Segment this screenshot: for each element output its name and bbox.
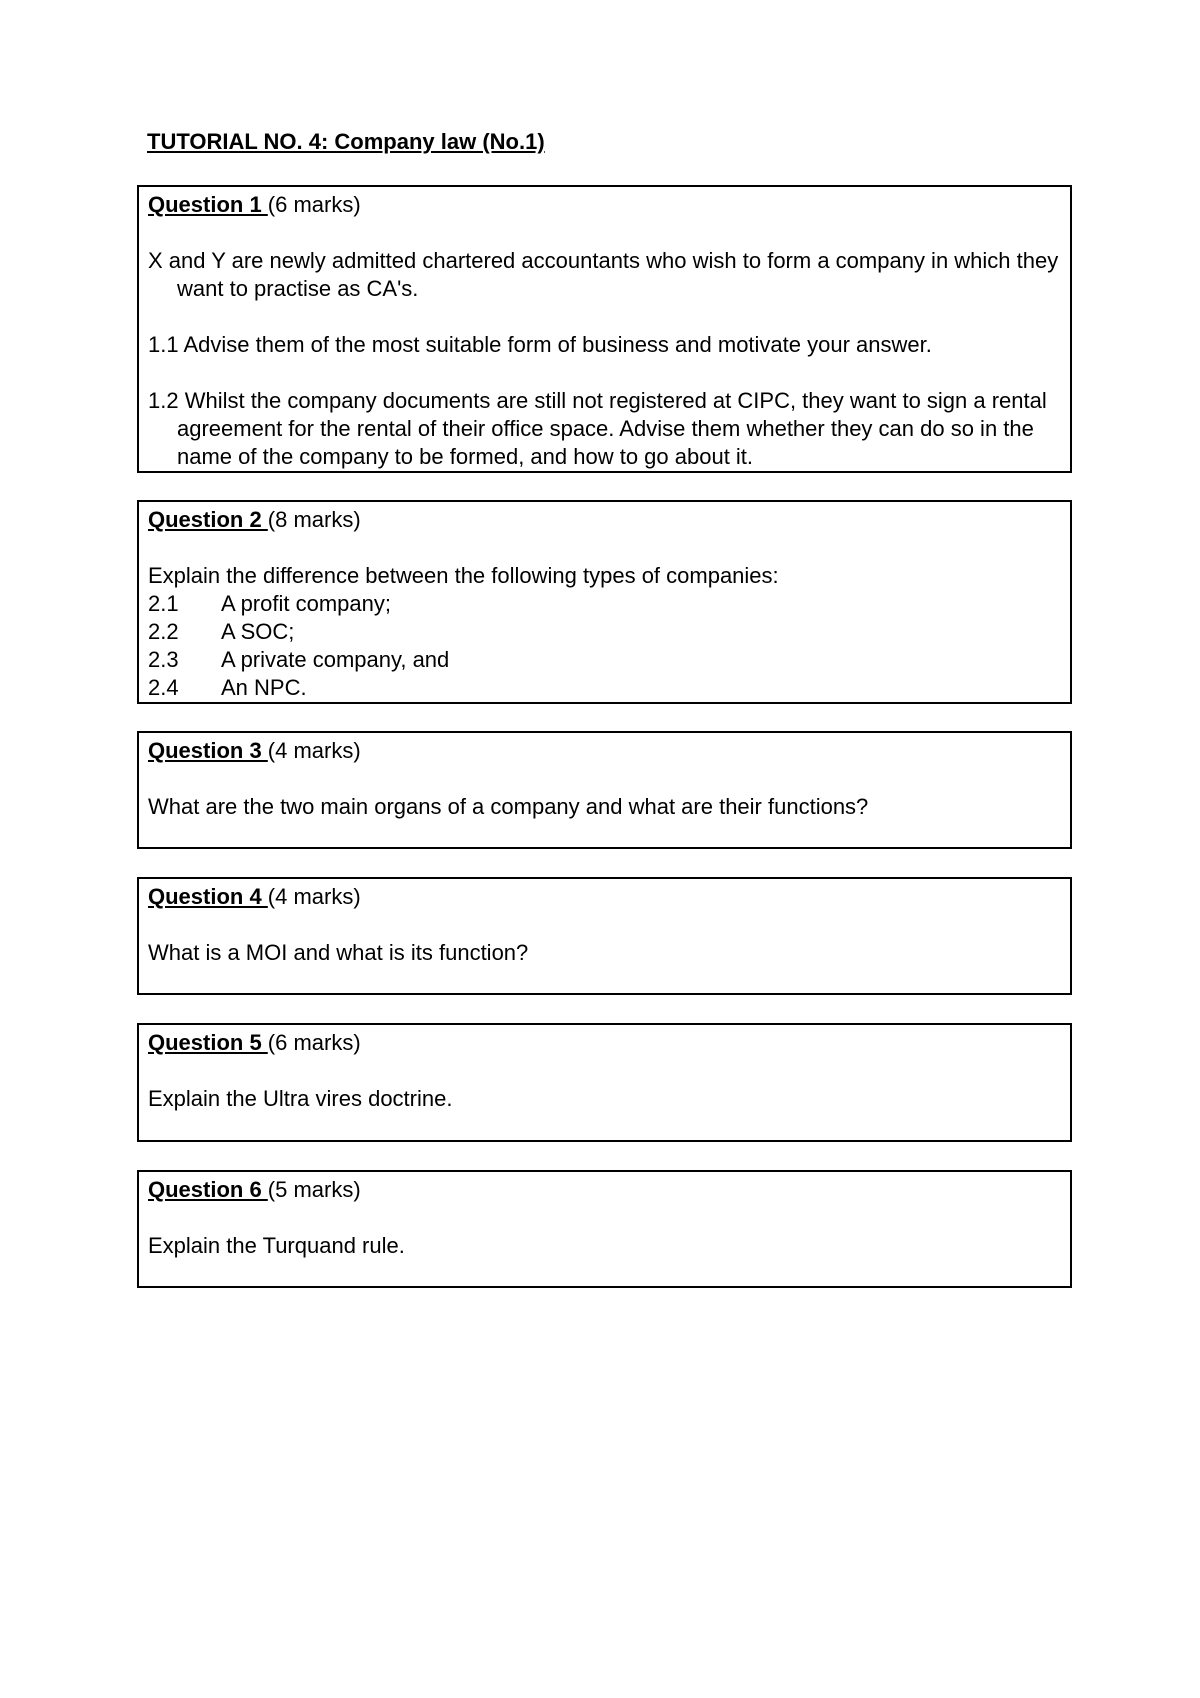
- question-1-box: [137, 185, 1072, 473]
- page-title: TUTORIAL NO. 4: Company law (No.1): [147, 129, 545, 154]
- list-item-number: 2.1: [148, 591, 179, 616]
- list-item-text: A SOC;: [221, 619, 295, 644]
- question-1-marks: (6 marks): [267, 192, 361, 217]
- question-4-text: What is a MOI and what is its function?: [148, 940, 529, 965]
- question-2-marks: (8 marks): [267, 507, 361, 532]
- question-1-label: Question 1: [148, 192, 268, 217]
- list-item: [148, 646, 1062, 674]
- list-item-text: A profit company;: [221, 591, 391, 616]
- list-item-text: An NPC.: [221, 675, 307, 700]
- question-1-part-1: 1.1 Advise them of the most suitable form of business and motivate your answer.: [148, 332, 932, 357]
- question-2-box: [137, 500, 1072, 704]
- question-5-heading: [148, 1029, 1062, 1057]
- question-3-marks: (4 marks): [267, 738, 361, 763]
- question-1-heading: [148, 191, 1062, 219]
- question-5-text: Explain the Ultra vires doctrine.: [148, 1086, 453, 1111]
- question-5-label: Question 5: [148, 1030, 268, 1055]
- question-5-box: [137, 1023, 1072, 1142]
- question-3-heading: [148, 737, 1062, 765]
- question-6-marks: (5 marks): [267, 1177, 361, 1202]
- question-1-part-2: 1.2 Whilst the company documents are still not registered at CIPC, they want to sign a rental agreement for the rental of their office space. Advise them whether they can do so in the name of the company to be formed, and how to go about it.: [148, 388, 1047, 469]
- question-6-heading: [148, 1176, 1062, 1204]
- question-3-box: [137, 731, 1072, 849]
- question-6-text: Explain the Turquand rule.: [148, 1233, 405, 1258]
- list-item-text: A private company, and: [221, 647, 450, 672]
- question-6-label: Question 6: [148, 1177, 268, 1202]
- question-2-intro: Explain the difference between the following types of companies:: [148, 563, 779, 588]
- list-item-number: 2.4: [148, 675, 179, 700]
- list-item-number: 2.3: [148, 647, 179, 672]
- question-5-marks: (6 marks): [267, 1030, 361, 1055]
- list-item: [148, 618, 1062, 646]
- question-2-heading: [148, 506, 1062, 534]
- question-4-box: [137, 877, 1072, 995]
- question-4-heading: [148, 883, 1062, 911]
- question-4-marks: (4 marks): [267, 884, 361, 909]
- question-3-text: What are the two main organs of a company and what are their functions?: [148, 794, 869, 819]
- question-6-box: [137, 1170, 1072, 1288]
- question-3-label: Question 3: [148, 738, 268, 763]
- question-1-scenario: X and Y are newly admitted chartered accountants who wish to form a company in which they want to practise as CA's.: [148, 248, 1059, 301]
- list-item: [148, 674, 1062, 702]
- question-2-label: Question 2: [148, 507, 268, 532]
- list-item-number: 2.2: [148, 619, 179, 644]
- list-item: [148, 590, 1062, 618]
- question-4-label: Question 4: [148, 884, 268, 909]
